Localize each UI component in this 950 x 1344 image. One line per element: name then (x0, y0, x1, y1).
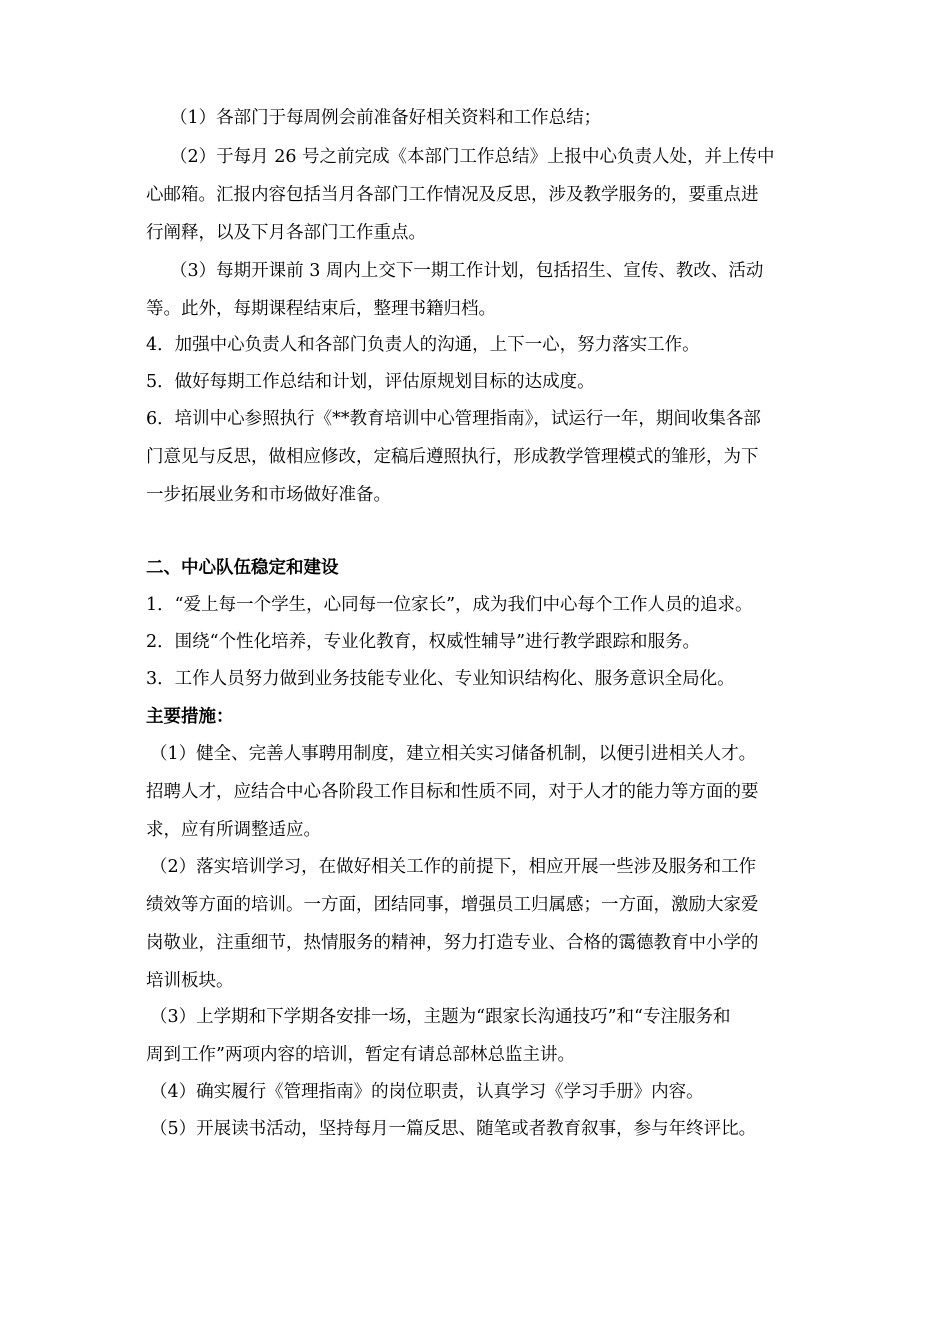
paragraph-line: 3．工作人员努力做到业务技能专业化、专业知识结构化、服务意识全局化。 (146, 669, 735, 689)
paragraph-line: 1．“爱上每一个学生，心同每一位家长”，成为我们中心每个工作人员的追求。 (146, 595, 753, 615)
paragraph-line: 行阐释，以及下月各部门工作重点。 (146, 223, 426, 243)
paragraph-line: 2．围绕“个性化培养，专业化教育，权威性辅导”进行教学跟踪和服务。 (146, 632, 701, 652)
paragraph-line: 一步拓展业务和市场做好准备。 (146, 485, 391, 505)
paragraph-line: 心邮箱。汇报内容包括当月各部门工作情况及反思，涉及教学服务的，要重点进 (146, 185, 759, 205)
subsection-heading: 主要措施： (146, 707, 234, 727)
paragraph-line: 招聘人才，应结合中心各阶段工作目标和性质不同，对于人才的能力等方面的要 (146, 782, 759, 802)
paragraph-line: （1）健全、完善人事聘用制度，建立相关实习储备机制，以便引进相关人才。 (150, 744, 757, 764)
paragraph-line: 4．加强中心负责人和各部门负责人的沟通，上下一心，努力落实工作。 (146, 335, 700, 355)
paragraph-line: （2）落实培训学习，在做好相关工作的前提下，相应开展一些涉及服务和工作 (150, 857, 757, 877)
paragraph-line: 6．培训中心参照执行《**教育培训中心管理指南》，试运行一年，期间收集各部 (146, 409, 761, 429)
paragraph-line: （3）上学期和下学期各安排一场，主题为“跟家长沟通技巧”和“专注服务和 (150, 1007, 731, 1027)
paragraph-line: （3）每期开课前 3 周内上交下一期工作计划，包括招生、宣传、教改、活动 (170, 261, 764, 281)
paragraph-line: 培训板块。 (146, 971, 234, 991)
paragraph-line: （2）于每月 26 号之前完成《本部门工作总结》上报中心负责人处，并上传中 (170, 147, 775, 167)
paragraph-line: （1）各部门于每周例会前准备好相关资料和工作总结； (170, 108, 602, 128)
paragraph-line: 求，应有所调整适应。 (146, 820, 321, 840)
paragraph-line: 门意见与反思，做相应修改，定稿后遵照执行，形成教学管理模式的雏形，为下 (146, 447, 759, 467)
paragraph-line: 绩效等方面的培训。一方面，团结同事，增强员工归属感；一方面，激励大家爱 (146, 895, 759, 915)
paragraph-line: （5）开展读书活动，坚持每月一篇反思、随笔或者教育叙事，参与年终评比。 (150, 1119, 757, 1139)
section-heading: 二、中心队伍稳定和建设 (146, 558, 339, 578)
paragraph-line: （4）确实履行《管理指南》的岗位职责，认真学习《学习手册》内容。 (150, 1082, 704, 1102)
paragraph-line: 等。此外，每期课程结束后，整理书籍归档。 (146, 299, 496, 319)
paragraph-line: 5．做好每期工作总结和计划，评估原规划目标的达成度。 (146, 372, 595, 392)
paragraph-line: 岗敬业，注重细节，热情服务的精神，努力打造专业、合格的霭德教育中小学的 (146, 933, 759, 953)
paragraph-line: 周到工作”两项内容的培训，暂定有请总部林总监主讲。 (146, 1045, 575, 1065)
